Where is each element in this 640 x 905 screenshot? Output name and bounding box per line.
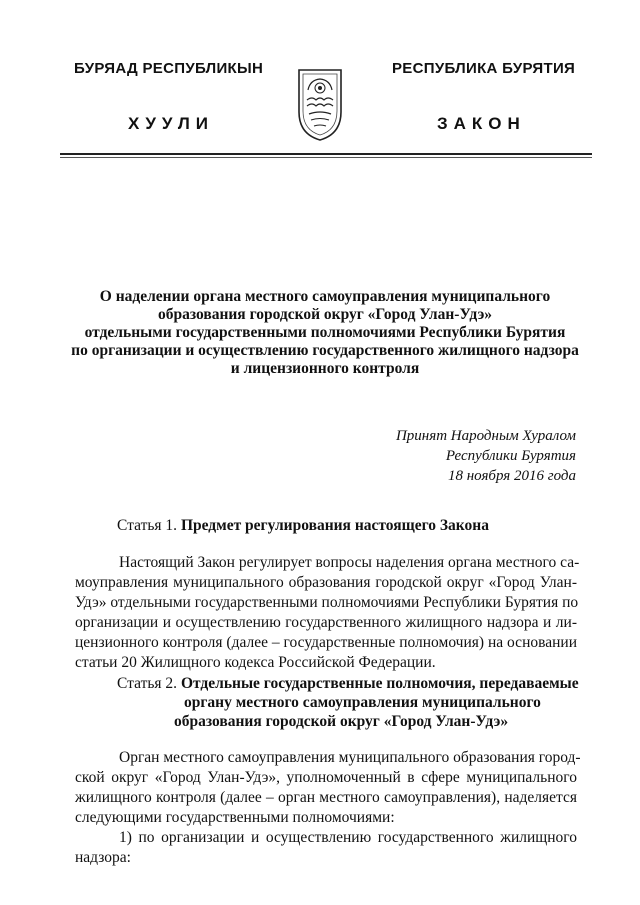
- article2-item1: [75, 828, 577, 868]
- paragraph-line: Настоящий Закон регулирует вопросы наделения органа местного са-: [119, 554, 580, 571]
- adoption-line: Республики Бурятия: [445, 448, 576, 464]
- adoption-date: 18 ноября 2016 года: [447, 468, 576, 484]
- article2-title-line: Отдельные государственные полномочия, передаваемые: [180, 675, 579, 692]
- header-left-title: БУРЯАД РЕСПУБЛИКЫН: [74, 60, 264, 77]
- paragraph-line: моуправления муниципального образования городской округ «Город Улан-: [75, 574, 577, 591]
- paragraph-line: статьи 20 Жилищного кодекса Российской Федерации.: [75, 654, 436, 671]
- header-divider: [60, 153, 592, 155]
- paragraph-line: Орган местного самоуправления муниципального образования город-: [119, 749, 581, 766]
- article1-number: Статья 1.: [117, 517, 181, 534]
- header-right-doctype: ЗАКОН: [437, 114, 526, 133]
- header-right-title: РЕСПУБЛИКА БУРЯТИЯ: [392, 60, 576, 77]
- article2-heading-cont: [184, 693, 541, 712]
- coat-of-arms-icon: [296, 64, 344, 142]
- article1-title: Предмет регулирования настоящего Закона: [180, 517, 489, 534]
- paragraph-line: Удэ» отдельными государственными полномочиями Республики Бурятия по: [75, 594, 579, 611]
- article2-number: Статья 2.: [117, 675, 181, 692]
- paragraph-line: надзора:: [75, 849, 131, 866]
- paragraph-line: жилищного контроля (далее – орган местного самоуправления), наделяется: [75, 789, 577, 806]
- law-title-line: по организации и осуществлению государственного жилищного надзора: [71, 342, 579, 359]
- article2-title-line: образования городской округ «Город Улан-Удэ»: [174, 713, 509, 730]
- header-divider-thin: [60, 157, 592, 158]
- paragraph-line: ской округ «Город Улан-Удэ», уполномоченный в сфере муниципального: [75, 769, 577, 786]
- law-title-line: О наделении органа местного самоуправления муниципального: [99, 288, 551, 305]
- paragraph-line: цензионного контроля (далее – государственные полномочия) на основании: [75, 634, 577, 651]
- paragraph-line: следующими государственными полномочиями:: [75, 809, 395, 826]
- adoption-line: Принят Народным Хуралом: [395, 428, 576, 444]
- law-title-line: образования городской округ «Город Улан-Удэ»: [157, 306, 493, 323]
- article2-heading: [117, 674, 579, 693]
- article2-heading-cont: [174, 712, 508, 731]
- article2-paragraph: [75, 748, 581, 828]
- article1-heading: [117, 516, 489, 535]
- article2-title-line: органу местного самоуправления муниципального: [184, 694, 541, 711]
- adoption-note: [396, 426, 576, 486]
- law-title: [70, 288, 580, 378]
- paragraph-line: 1) по организации и осуществлению государственного жилищного: [119, 829, 577, 846]
- paragraph-line: организации и осуществлению государственного жилищного надзора и ли-: [75, 614, 577, 631]
- law-title-line: отдельными государственными полномочиями Республики Бурятия: [84, 324, 566, 341]
- article1-paragraph: [75, 553, 580, 673]
- header-left-doctype: ХУУЛИ: [128, 114, 214, 133]
- law-title-line: и лицензионного контроля: [230, 360, 420, 377]
